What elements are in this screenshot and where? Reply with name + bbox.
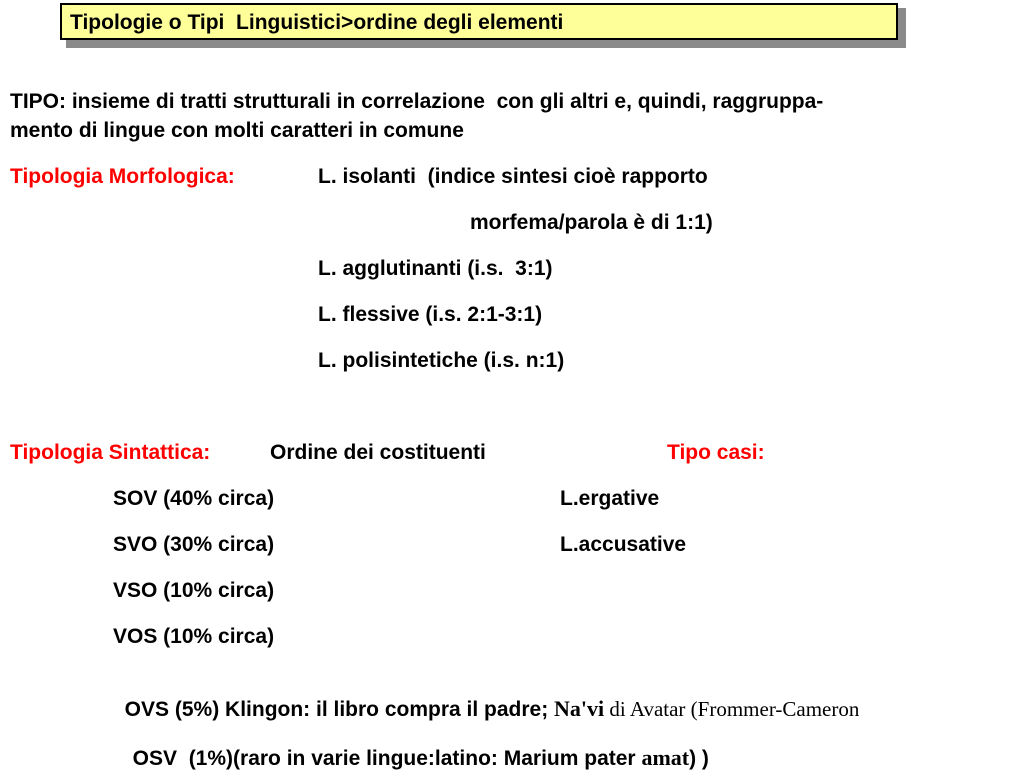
isolating-languages-continued: morfema/parola è di 1:1) [470, 211, 713, 234]
ovs-order-line [113, 670, 859, 723]
tipo-definition-line1: TIPO: insieme di tratti strutturali in correlazione con gli altri e, quindi, raggruppa- [10, 90, 824, 113]
agglutinative-languages: L. agglutinanti (i.s. 3:1) [318, 257, 553, 280]
osv-order-line [121, 719, 709, 772]
polysynthetic-languages: L. polisintetiche (i.s. n:1) [318, 349, 565, 372]
osv-order-text: OSV (1%)(raro in varie lingue:latino: Marium pater [132, 747, 642, 770]
sov-order: SOV (40% circa) [113, 487, 275, 510]
fusional-languages: L. flessive (i.s. 2:1-3:1) [318, 303, 543, 326]
case-type-heading: Tipo casi: [667, 441, 765, 464]
syntactic-typology-heading: Tipologia Sintattica: [10, 441, 211, 464]
slide-title: Tipologie o Tipi Linguistici>ordine degli elementi [60, 3, 898, 40]
ovs-order-text: OVS (5%) Klingon: il libro compra il padre; [124, 698, 555, 721]
vos-order: VOS (10% circa) [113, 625, 275, 648]
isolating-languages: L. isolanti (indice sintesi cioè rapporto [318, 165, 708, 188]
tipo-definition-line2: mento di lingue con molti caratteri in comune [10, 119, 464, 142]
osv-closing: ) ) [689, 747, 709, 770]
constituent-order-heading: Ordine dei costituenti [270, 441, 486, 464]
morphological-typology-heading: Tipologia Morfologica: [10, 165, 235, 188]
navi-language: Na'vi [554, 696, 605, 721]
vso-order: VSO (10% circa) [113, 579, 275, 602]
accusative-languages: L.accusative [560, 533, 687, 556]
ergative-languages: L.ergative [560, 487, 660, 510]
latin-verb-amat: amat [641, 745, 690, 770]
svo-order: SVO (30% circa) [113, 533, 275, 556]
avatar-reference: di Avatar (Frommer-Cameron [604, 697, 860, 721]
